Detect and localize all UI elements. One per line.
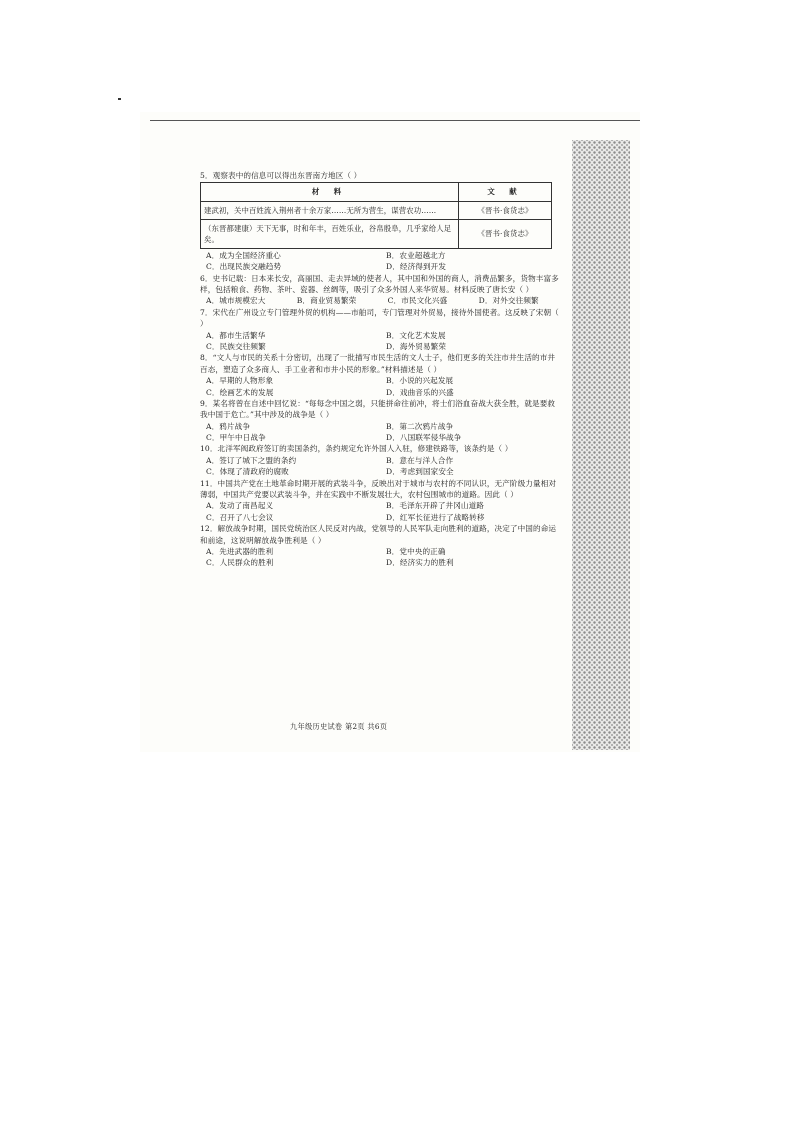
option-a: A．早期的人物形象 xyxy=(206,376,274,386)
question-9 xyxy=(200,398,560,444)
option-c: C．甲午中日战争 xyxy=(206,433,266,443)
question-stem: 7．宋代在广州设立专门管理外贸的机构——市舶司，专门管理对外贸易，接待外国使者。这反映了宋朝（ ） xyxy=(200,307,559,329)
option-d: D．八国联军侵华战争 xyxy=(386,433,462,443)
option-a: A．成为全国经济重心 xyxy=(206,250,281,260)
table-header-row xyxy=(201,183,552,201)
table-cell-material: （东晋都建康）天下无事，时和年丰，百姓乐业，谷帛殷阜，几乎家给人足矣。 xyxy=(201,219,459,248)
option-d: D．海外贸易繁荣 xyxy=(386,341,447,351)
table-header-source: 文 献 xyxy=(459,183,552,201)
option-b: B．意在与洋人合作 xyxy=(386,455,454,465)
options xyxy=(200,546,560,569)
option-a: A．发动了南昌起义 xyxy=(206,501,274,511)
options xyxy=(200,330,560,353)
table-row xyxy=(201,201,552,219)
option-b: B．党中央的正确 xyxy=(386,546,446,556)
options xyxy=(200,500,560,523)
option-b: B．文化艺术发展 xyxy=(386,330,446,340)
option-a: A．先进武器的胜利 xyxy=(206,546,274,556)
option-b: B．农业超越北方 xyxy=(386,250,446,260)
options xyxy=(200,250,560,273)
options xyxy=(200,455,560,478)
question-stem: 8．“文人与市民的关系十分密切，出现了一批描写市民生活的文人士子，他们更多的关注市井生活的市井百态，塑造了众多商人、手工业者和市井小民的形象。”材料描述是（ ） xyxy=(200,353,556,374)
binding-pattern xyxy=(572,140,630,750)
question-5 xyxy=(200,170,560,273)
option-d: D．经济实力的胜利 xyxy=(386,558,454,568)
question-6 xyxy=(200,273,560,307)
question-stem: 5．观察表中的信息可以得出东晋南方地区（ ） xyxy=(200,171,362,180)
top-rule xyxy=(150,120,640,121)
option-b: B．毛泽东开辟了井冈山道路 xyxy=(386,501,485,511)
options xyxy=(200,421,560,444)
option-b: B．商业贸易繁荣 xyxy=(296,296,357,306)
options xyxy=(200,295,560,306)
table-row xyxy=(201,219,552,248)
question-stem: 9．某名将曾在自述中回忆说：“每每念中国之弱，只能拼命往前冲，将士们浴血奋战大获全胜，就是要救我中国于危亡。”其中涉及的战争是（ ） xyxy=(200,398,556,420)
option-c: C．绘画艺术的发展 xyxy=(206,387,274,397)
option-a: A．都市生活繁华 xyxy=(206,330,266,340)
table-header-material: 材 料 xyxy=(201,183,459,201)
option-d: D．经济得到开发 xyxy=(386,262,447,272)
option-c: C．民族交往频繁 xyxy=(206,341,266,351)
question-12 xyxy=(200,523,560,569)
option-c: C．召开了八七会议 xyxy=(206,512,274,522)
option-d: D．红军长征进行了战略转移 xyxy=(386,512,485,522)
table-cell-material: 建武初，关中百姓流入荆州者十余万家……无所为营生，谋营农功…… xyxy=(201,201,459,219)
option-a: A．签订了城下之盟的条约 xyxy=(206,455,297,465)
option-d: D．考虑到国家安全 xyxy=(386,467,454,477)
question-stem: 10．北洋军阀政府签订的卖国条约，条约规定允许外国人入驻，修建铁路等，该条约是（ ） xyxy=(200,444,513,454)
option-b: B．小说的兴起发展 xyxy=(386,376,454,386)
option-a: A．城市规模宏大 xyxy=(206,296,266,306)
question-8 xyxy=(200,352,560,398)
material-table xyxy=(200,182,552,248)
options xyxy=(200,375,560,398)
option-d: D．戏曲音乐的兴盛 xyxy=(386,387,454,397)
option-b: B．第二次鸦片战争 xyxy=(386,421,454,431)
option-d: D．对外交往频繁 xyxy=(478,296,539,306)
option-c: C．体现了清政府的腐败 xyxy=(206,467,289,477)
table-cell-source: 《晋书·食货志》 xyxy=(459,201,552,219)
question-stem: 11．中国共产党在土地革命时期开展的武装斗争，反映出对于城市与农村的不同认识，无产阶级力量相对薄弱，中国共产党要以武装斗争，并在实践中不断发展壮大，农村包围城市的道路。因此（ ） xyxy=(200,478,557,500)
question-7 xyxy=(200,307,560,353)
question-11 xyxy=(200,478,560,524)
stray-mark xyxy=(118,98,121,100)
question-10 xyxy=(200,443,560,477)
question-stem: 6．史书记载：日本来长安，高丽国、走去异域的使者人，其中国和外国的商人，消费品繁多，货物丰富多样，包括粮食、药物、茶叶、瓷器、丝绸等，吸引了众多外国人来华贸易。材料反映了唐长安（ ） xyxy=(200,273,559,294)
question-stem: 12．解放战争时期，国民党统治区人民反对内战，党领导的人民军队走向胜利的道路，决定了中国的命运和前途，这说明解放战争胜利是（ ） xyxy=(200,524,557,545)
option-c: C．市民文化兴盛 xyxy=(387,296,448,306)
option-c: C．出现民族交融趋势 xyxy=(206,262,282,272)
option-c: C．人民群众的胜利 xyxy=(206,558,274,568)
table-cell-source: 《晋书·食货志》 xyxy=(459,219,552,248)
exam-content xyxy=(200,170,560,569)
option-a: A．鸦片战争 xyxy=(206,421,251,431)
page-footer: 九年级历史试卷 第2页 共6页 xyxy=(290,722,388,731)
